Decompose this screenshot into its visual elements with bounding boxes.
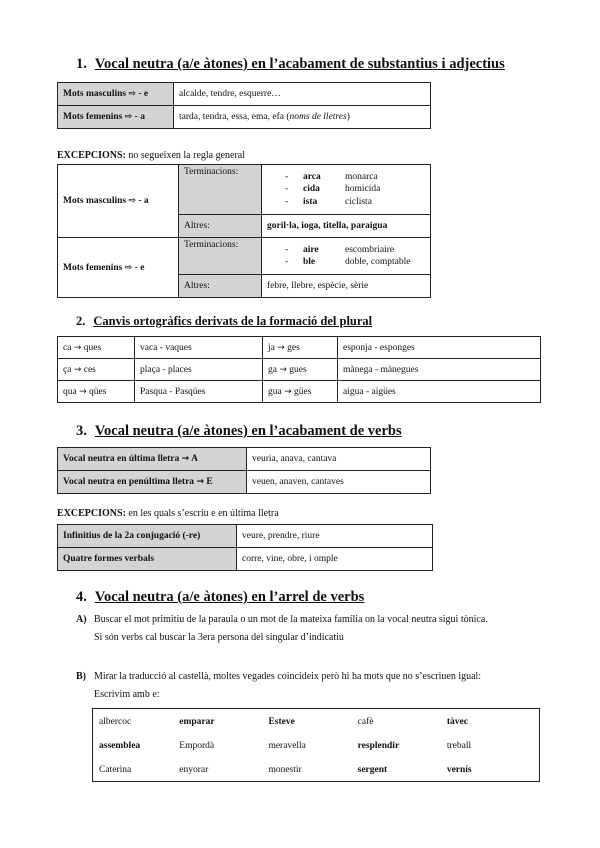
dash: - <box>285 171 289 182</box>
rule-a-text: Buscar el mot primitiu de la paraula o un mot de la mateixa família on la vocal neutra sigui tònica. <box>94 614 488 625</box>
singular-end: qua <box>63 386 77 397</box>
arrow-icon: ⇨ <box>124 262 133 273</box>
table-row <box>58 83 431 106</box>
singular-end: ja <box>268 342 275 353</box>
exceptions-1-note <box>57 150 245 161</box>
word-cell: Caterina <box>99 765 132 775</box>
exc-masc-ending: - a <box>138 196 149 206</box>
section-1-table <box>57 82 431 129</box>
singular-end: ca <box>63 342 72 353</box>
word-cell: cafè <box>357 717 374 727</box>
exc-fem-other-label: Altres: <box>179 275 262 298</box>
fem-label-cell <box>58 106 174 129</box>
verb-examples: veuen, anaven, cantaves <box>247 471 431 494</box>
dash: - <box>285 257 289 267</box>
word-cell: tàvec <box>446 717 468 727</box>
term-list <box>267 171 425 209</box>
exc-masc-label: Mots masculins <box>63 196 127 206</box>
verb-rule-ending: A <box>191 454 198 464</box>
example: doble, comptable <box>345 257 411 267</box>
word-cell: monestir <box>268 765 302 775</box>
suffix: cida <box>303 184 320 195</box>
plural-end: qües <box>89 386 107 397</box>
arrow-icon: → <box>73 342 82 353</box>
section-4-number: 4. <box>76 589 87 605</box>
exc-verb-examples: corre, vine, obre, i omple <box>237 548 433 571</box>
table-row <box>58 165 431 215</box>
section-1-number: 1. <box>76 56 87 72</box>
suffix: ble <box>303 257 316 267</box>
exc-fem-term-label: Terminacions: <box>179 238 262 275</box>
section-1-heading <box>76 56 505 73</box>
exc-fem-terms <box>262 238 431 275</box>
verb-rule-cell <box>58 448 247 471</box>
exc-fem-label-cell <box>58 238 179 298</box>
suffix: aire <box>303 244 319 255</box>
exceptions-text: no segueixen la regla general <box>128 150 246 161</box>
list-item <box>285 183 425 196</box>
plural-example: Pasqua - Pasqües <box>135 381 263 403</box>
rule-b-text: Mirar la traducció al castellà, moltes vegades coincideix però hi ha mots que no s’escriuen igual: <box>94 671 482 682</box>
table-row <box>58 106 431 129</box>
plural-end: ges <box>287 342 300 353</box>
plural-rule <box>58 359 135 381</box>
section-2-heading <box>76 314 372 329</box>
fem-examples-italic: noms de lletres <box>289 112 347 122</box>
verb-rule-label: Vocal neutra en última lletra <box>63 454 180 464</box>
section-4-title: Vocal neutra (a/e àtones) en l’arrel de verbs <box>94 589 365 605</box>
rule-a-letter: A) <box>76 614 87 625</box>
exc-masc-other-label: Altres: <box>179 215 262 238</box>
exc-verb-label: Infinitius de la 2a conjugació (-re) <box>58 525 237 548</box>
exc-masc-label-cell <box>58 165 179 238</box>
exceptions-label: EXCEPCIONS: <box>57 508 126 519</box>
arrow-icon: → <box>73 364 82 375</box>
list-item <box>285 171 425 184</box>
exceptions-text: en les quals s’escriu e en última lletra <box>128 508 279 519</box>
fem-ending: - a <box>134 112 145 122</box>
exc-fem-ending: - e <box>134 262 145 273</box>
arrow-icon: → <box>284 386 292 397</box>
masc-label-cell <box>58 83 174 106</box>
exceptions-3-note <box>57 508 279 519</box>
example: homicida <box>345 184 381 195</box>
singular-end: gua <box>268 386 282 397</box>
arrow-icon: → <box>279 364 287 375</box>
term-list <box>267 244 425 269</box>
table-row <box>58 525 433 548</box>
word-cell: emparar <box>179 717 215 727</box>
fem-label: Mots femenins <box>63 112 123 122</box>
dash: - <box>285 184 289 195</box>
plural-example: aigua - aigües <box>338 381 541 403</box>
arrow-icon: ⇨ <box>128 196 136 206</box>
rule-a-line-1 <box>76 611 556 629</box>
exc-masc-terms <box>262 165 431 215</box>
section-3-title: Vocal neutra (a/e àtones) en l’acabament de verbs <box>94 423 402 439</box>
section-3-heading <box>76 423 402 440</box>
plural-example: plaça - places <box>135 359 263 381</box>
fem-examples <box>174 106 431 129</box>
rule-b-line-1 <box>76 668 556 686</box>
word-grid <box>93 710 539 782</box>
rule-a <box>76 611 556 647</box>
plural-example: esponja - esponges <box>338 337 541 359</box>
section-4-heading <box>76 589 364 606</box>
section-1-title: Vocal neutra (a/e àtones) en l’acabament de substantius i adjectius <box>94 56 505 72</box>
section-2-table <box>57 336 541 403</box>
table-row <box>93 734 539 758</box>
section-2-title: Canvis ortogràfics derivats de la formació del plural <box>93 314 373 328</box>
section-2-number: 2. <box>76 314 86 328</box>
table-row <box>58 359 541 381</box>
masc-ending: - e <box>138 89 149 99</box>
singular-end: ça <box>63 364 72 375</box>
verb-rule-label: Vocal neutra en penúltima lletra <box>63 477 195 487</box>
word-cell: Esteve <box>268 717 295 727</box>
arrow-icon: ⇨ <box>124 112 133 122</box>
exc-fem-label: Mots femenins <box>63 262 123 273</box>
exc-masc-other: goril·la, ioga, titella, paraigua <box>262 215 431 238</box>
exc-verb-examples: veure, prendre, riure <box>237 525 433 548</box>
word-cell: treball <box>446 741 472 751</box>
word-cell: enyorar <box>179 765 209 775</box>
fem-examples-end: ) <box>346 112 350 122</box>
masc-label: Mots masculins <box>63 89 127 99</box>
plural-rule <box>58 337 135 359</box>
suffix: ista <box>303 196 318 207</box>
word-cell: assemblea <box>99 741 141 751</box>
dash: - <box>285 244 289 255</box>
word-cell: meravella <box>268 741 306 751</box>
word-cell: resplendir <box>357 741 400 751</box>
exc-fem-other: febre, llebre, espècie, sèrie <box>262 275 431 298</box>
arrow-icon: → <box>181 454 190 464</box>
list-item <box>285 196 425 209</box>
table-row <box>93 758 539 782</box>
word-cell: sergent <box>357 765 388 775</box>
exceptions-3-table <box>57 524 433 571</box>
plural-end: ces <box>83 364 96 375</box>
example: monarca <box>345 171 378 182</box>
arrow-icon: → <box>79 386 87 397</box>
plural-end: ques <box>83 342 102 353</box>
plural-rule <box>58 381 135 403</box>
list-item <box>285 256 425 269</box>
dash: - <box>285 196 289 207</box>
exceptions-1-table <box>57 164 431 298</box>
exc-verb-label: Quatre formes verbals <box>58 548 237 571</box>
plural-example: vaca - vaques <box>135 337 263 359</box>
section-3-table <box>57 447 431 494</box>
arrow-icon: ⇨ <box>128 89 136 99</box>
arrow-icon: → <box>277 342 285 353</box>
rule-b-line-2: Escrivim amb e: <box>94 689 160 700</box>
section-3-number: 3. <box>76 423 87 439</box>
table-row <box>58 471 431 494</box>
table-row <box>58 381 541 403</box>
plural-rule <box>263 381 338 403</box>
word-cell: Empordà <box>179 741 215 751</box>
exceptions-label: EXCEPCIONS: <box>57 150 126 161</box>
fem-examples-text: tarda, tendra, essa, ema, efa ( <box>179 112 290 122</box>
rule-b-letter: B) <box>76 671 86 682</box>
arrow-icon: → <box>196 477 204 487</box>
singular-end: ga <box>268 364 277 375</box>
word-box <box>92 708 540 782</box>
verb-examples: veuria, anava, cantava <box>247 448 431 471</box>
example: escombriaire <box>345 244 395 255</box>
table-row <box>93 710 539 734</box>
plural-rule <box>263 359 338 381</box>
plural-end: gües <box>294 386 312 397</box>
rule-a-line-2: Si són verbs cal buscar la 3era persona del singular d’indicatiu <box>94 632 344 643</box>
plural-end: gues <box>289 364 307 375</box>
plural-example: mànega - mànegues <box>338 359 541 381</box>
list-item <box>285 244 425 257</box>
word-cell: vernís <box>446 765 472 775</box>
rule-b <box>76 668 556 704</box>
word-cell: albercoc <box>99 717 132 727</box>
table-row <box>58 548 433 571</box>
verb-rule-cell <box>58 471 247 494</box>
suffix: arca <box>303 171 321 182</box>
verb-rule-ending: E <box>206 477 213 487</box>
table-row <box>58 337 541 359</box>
masc-examples: alcalde, tendre, esquerre… <box>174 83 431 106</box>
table-row <box>58 238 431 275</box>
exc-masc-term-label: Terminacions: <box>179 165 262 215</box>
plural-rule <box>263 337 338 359</box>
table-row <box>58 448 431 471</box>
example: ciclista <box>345 196 372 207</box>
